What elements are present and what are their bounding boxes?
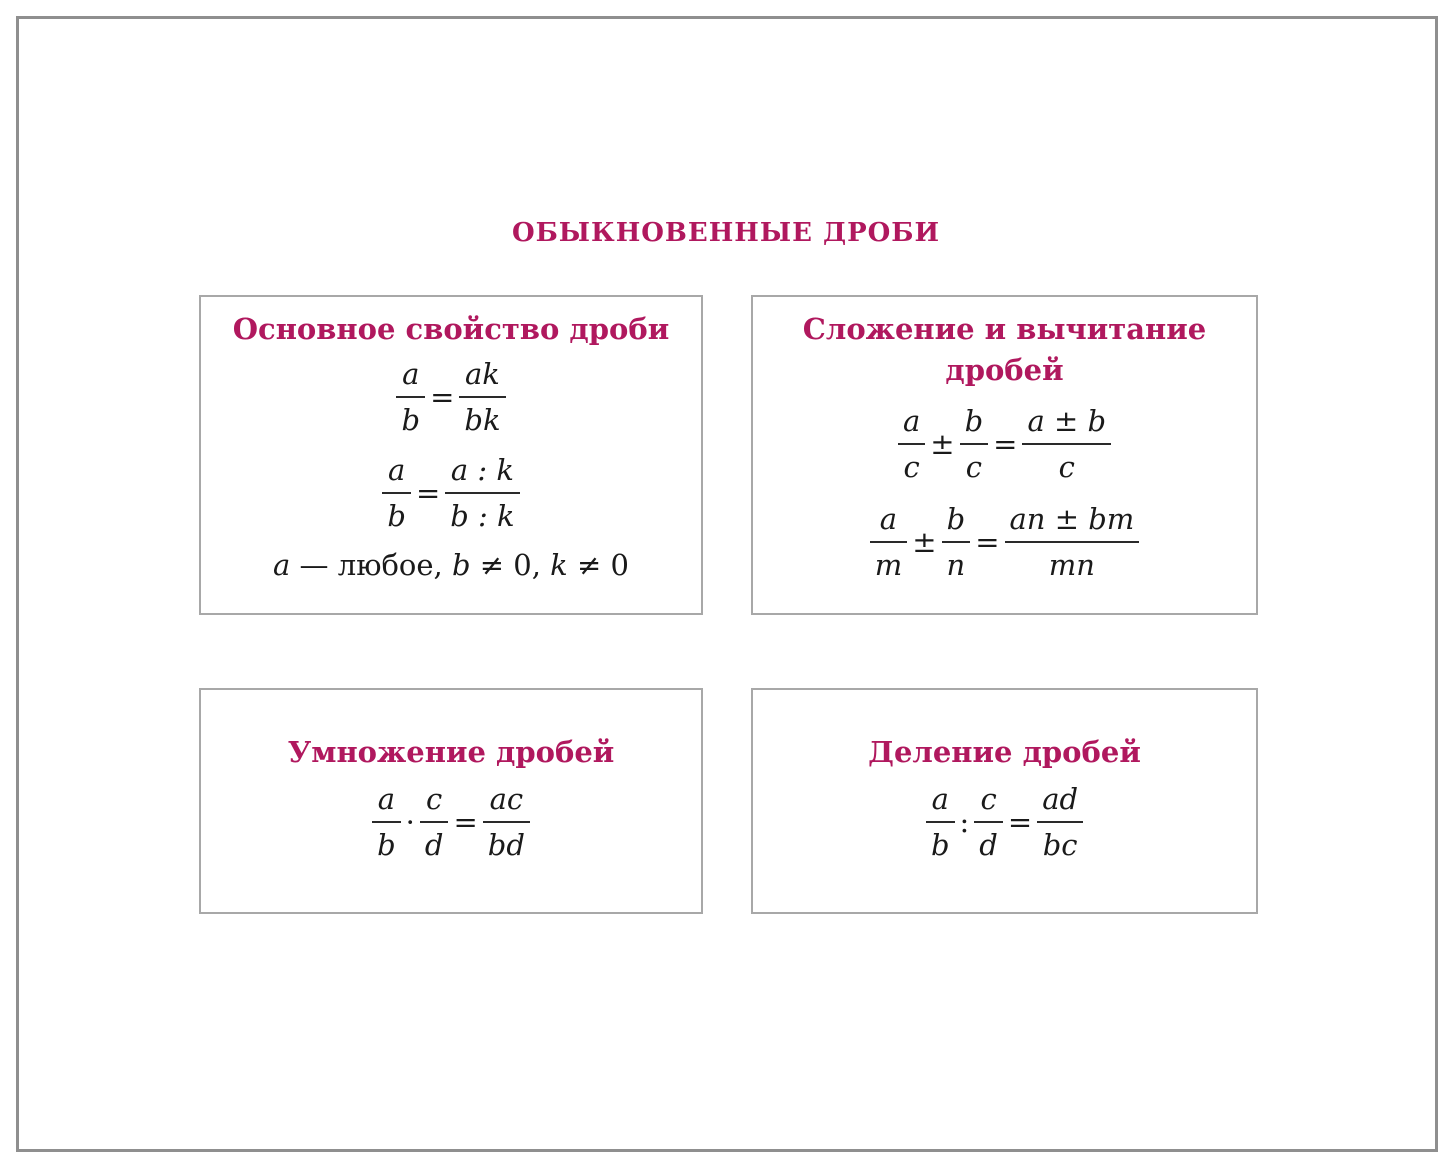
fraction bbox=[870, 497, 908, 587]
fraction bbox=[1005, 497, 1140, 587]
denominator: bk bbox=[464, 403, 501, 437]
numerator: ac bbox=[489, 782, 524, 816]
equals-sign: = bbox=[415, 475, 441, 510]
numerator: a bbox=[377, 782, 396, 816]
numerator: a bbox=[931, 782, 949, 816]
denominator: m bbox=[874, 548, 903, 582]
equals-sign: = bbox=[975, 524, 1000, 559]
denominator: c bbox=[1058, 450, 1075, 484]
condition-text bbox=[273, 548, 629, 582]
formula-same-denominator bbox=[896, 399, 1113, 489]
formula-multiplication bbox=[370, 777, 532, 867]
fraction bbox=[396, 352, 425, 442]
card-basic-property bbox=[199, 295, 703, 615]
denominator: bc bbox=[1042, 828, 1078, 862]
var-k: k bbox=[550, 548, 568, 582]
numerator: a bbox=[879, 502, 898, 536]
numerator: c bbox=[426, 782, 443, 816]
numerator: an ± bm bbox=[1009, 502, 1135, 536]
formula-group bbox=[753, 399, 1256, 587]
numerator: ad bbox=[1042, 782, 1079, 816]
formula-different-denominator bbox=[868, 497, 1142, 587]
fraction bbox=[898, 399, 925, 489]
denominator: b bbox=[377, 828, 396, 862]
numerator: a bbox=[402, 357, 420, 391]
denominator: d bbox=[979, 828, 998, 862]
denominator: d bbox=[424, 828, 444, 862]
denominator: bd bbox=[487, 828, 525, 862]
condition-k-nonzero: ≠ 0 bbox=[567, 548, 629, 582]
numerator: a : k bbox=[450, 453, 514, 487]
denominator: mn bbox=[1048, 548, 1095, 582]
card-title-line1: Сложение и вычитание bbox=[802, 312, 1207, 346]
denominator: c bbox=[965, 450, 982, 484]
condition-b-nonzero: ≠ 0, bbox=[470, 548, 551, 582]
fraction bbox=[960, 399, 989, 489]
card-title: Умножение дробей bbox=[287, 735, 615, 769]
fraction bbox=[974, 777, 1003, 867]
fraction bbox=[1022, 399, 1111, 489]
denominator: c bbox=[903, 450, 920, 484]
denominator: b bbox=[930, 828, 950, 862]
numerator: a bbox=[902, 404, 921, 438]
division-colon: : bbox=[959, 804, 970, 839]
condition-any: — любое, bbox=[290, 548, 452, 582]
multiplication-dot: · bbox=[405, 804, 415, 839]
var-b: b bbox=[451, 548, 471, 582]
var-a: a bbox=[273, 548, 291, 582]
plus-minus-sign: ± bbox=[912, 524, 937, 559]
denominator: b bbox=[401, 403, 421, 437]
numerator: b bbox=[946, 502, 966, 536]
fraction bbox=[445, 448, 519, 538]
equals-sign: = bbox=[430, 379, 455, 414]
plus-minus-sign: ± bbox=[930, 426, 955, 461]
fraction bbox=[483, 777, 530, 867]
fraction bbox=[1037, 777, 1083, 867]
page-title: ОБЫКНОВЕННЫЕ ДРОБИ bbox=[511, 218, 941, 248]
denominator: b : k bbox=[450, 499, 515, 533]
formula-group bbox=[753, 777, 1256, 867]
fraction bbox=[420, 777, 449, 867]
fraction bbox=[372, 777, 401, 867]
fraction bbox=[926, 777, 955, 867]
card-division bbox=[751, 688, 1258, 914]
numerator: c bbox=[980, 782, 997, 816]
numerator: a bbox=[388, 453, 406, 487]
card-title: Деление дробей bbox=[868, 735, 1141, 769]
formula-scale-up bbox=[394, 352, 507, 442]
equals-sign: = bbox=[1007, 804, 1033, 839]
denominator: b bbox=[387, 499, 406, 533]
fraction bbox=[459, 352, 505, 442]
formula-group bbox=[201, 352, 701, 582]
card-title: Основное свойство дроби bbox=[232, 312, 670, 346]
numerator: b bbox=[964, 404, 984, 438]
card-multiplication bbox=[199, 688, 703, 914]
numerator: ak bbox=[465, 357, 500, 391]
card-title-line2: дробей bbox=[945, 353, 1064, 387]
fraction bbox=[942, 497, 971, 587]
numerator: a ± b bbox=[1027, 404, 1107, 438]
denominator: n bbox=[946, 548, 966, 582]
equals-sign: = bbox=[453, 804, 478, 839]
formula-division bbox=[924, 777, 1085, 867]
card-title bbox=[753, 309, 1256, 391]
card-addition-subtraction bbox=[751, 295, 1258, 615]
formula-group bbox=[201, 777, 701, 867]
fraction bbox=[382, 448, 411, 538]
formula-scale-down bbox=[380, 448, 521, 538]
equals-sign: = bbox=[993, 426, 1018, 461]
